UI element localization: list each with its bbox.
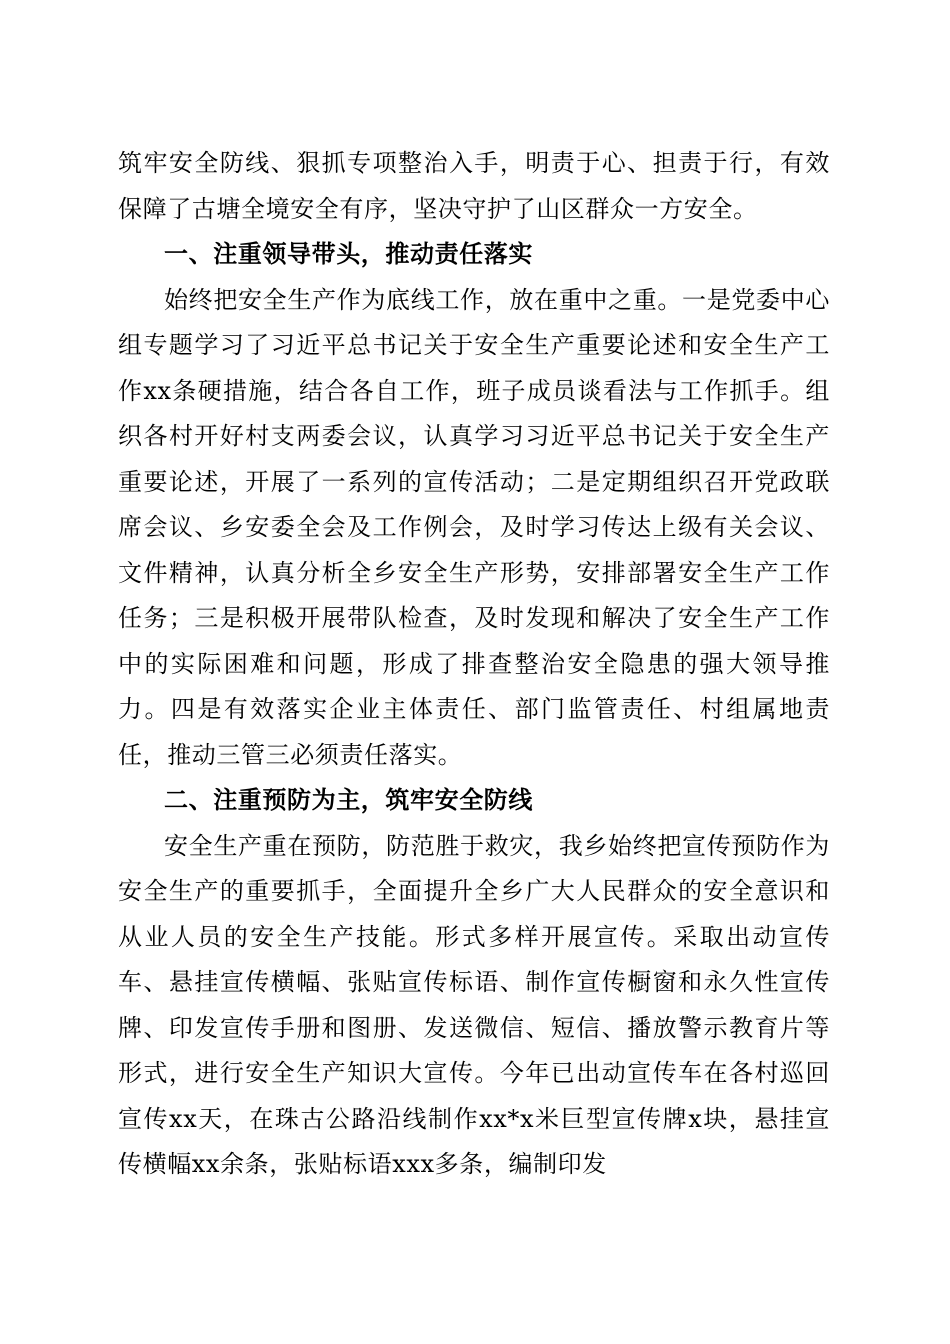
intro-paragraph: 筑牢安全防线、狠抓专项整治入手，明责于心、担责于行，有效保障了古塘全境安全有序，坚决守护了山区群众一方安全。	[118, 149, 830, 223]
document-page	[118, 141, 830, 1188]
section-2-heading: 二、注重预防为主，筑牢安全防线	[164, 786, 533, 814]
section-1-heading: 一、注重领导带头，推动责任落实	[164, 240, 533, 268]
section-1-body: 始终把安全生产作为底线工作，放在重中之重。一是党委中心组专题学习了习近平总书记关于安全生产重要论述和安全生产工作xx条硬措施，结合各自工作，班子成员谈看法与工作抓手。组织各村开好村支两委会议，认真学习习近平总书记关于安全生产重要论述，开展了一系列的宣传活动；二是定期组织召开党政联席会议、乡安委全会及工作例会，及时学习传达上级有关会议、文件精神，认真分析全乡安全生产形势，安排部署安全生产工作任务；三是积极开展带队检查，及时发现和解决了安全生产工作中的实际困难和问题，形成了排查整治安全隐患的强大领导推力。四是有效落实企业主体责任、部门监管责任、村组属地责任，推动三管三必须责任落实。	[118, 285, 830, 769]
section-2-body: 安全生产重在预防，防范胜于救灾，我乡始终把宣传预防作为安全生产的重要抓手，全面提升全乡广大人民群众的安全意识和从业人员的安全生产技能。形式多样开展宣传。采取出动宣传车、悬挂宣传横幅、张贴宣传标语、制作宣传橱窗和永久性宣传牌、印发宣传手册和图册、发送微信、短信、播放警示教育片等形式，进行安全生产知识大宣传。今年已出动宣传车在各村巡回宣传xx天，在珠古公路沿线制作xx*x米巨型宣传牌x块，悬挂宣传横幅xx余条，张贴标语xxx多条，编制印发	[118, 831, 830, 1178]
